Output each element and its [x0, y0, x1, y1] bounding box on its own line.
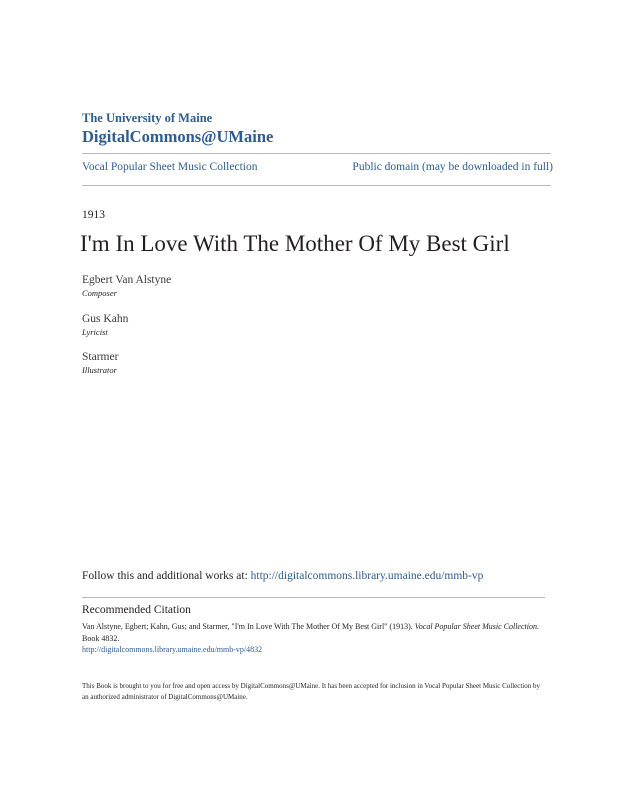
rights-link[interactable]: Public domain (may be downloaded in full) [352, 161, 553, 173]
university-name: The University of Maine [82, 111, 213, 125]
repository-name-link[interactable]: DigitalCommons@UMaine [82, 127, 274, 146]
citation-series: Vocal Popular Sheet Music Collection. [414, 622, 539, 631]
access-statement: This Book is brought to you for free and open access by DigitalCommons@UMaine. It has been accepted for inclusion in Vocal Popular Sheet Music Collection by an authorized administrator of DigitalCommons@UMaine. [82, 682, 540, 701]
work-title: I'm In Love With The Mother Of My Best Girl [80, 231, 510, 256]
contributor-name: Starmer [82, 351, 119, 363]
divider-collection [82, 185, 551, 186]
publication-year: 1913 [82, 209, 105, 221]
divider-top [82, 153, 551, 154]
follow-line [82, 570, 483, 582]
collection-row [82, 161, 553, 177]
citation-book: Book 4832. [82, 633, 120, 643]
contributor-name: Egbert Van Alstyne [82, 274, 172, 286]
contributor-name: Gus Kahn [82, 313, 129, 325]
collection-link[interactable]: Vocal Popular Sheet Music Collection [82, 161, 258, 173]
contributor-role: Composer [82, 288, 117, 298]
follow-label: Follow this and additional works at: [82, 570, 251, 582]
divider-citation [82, 597, 545, 598]
contributor-role: Illustrator [82, 365, 117, 375]
citation-body [82, 621, 552, 656]
citation-link[interactable]: http://digitalcommons.library.umaine.edu/mmb-vp/4832 [82, 645, 263, 654]
contributor-composer [82, 273, 382, 299]
citation-heading: Recommended Citation [82, 604, 191, 616]
citation-text: Van Alstyne, Egbert; Kahn, Gus; and Starmer, "I'm In Love With The Mother Of My Best Girl" (1913). [82, 622, 415, 631]
follow-link[interactable]: http://digitalcommons.library.umaine.edu/mmb-vp [250, 570, 484, 582]
contributor-lyricist [82, 312, 382, 338]
repository-header [82, 111, 552, 147]
contributor-role: Lyricist [82, 327, 108, 337]
contributor-illustrator [82, 350, 382, 376]
